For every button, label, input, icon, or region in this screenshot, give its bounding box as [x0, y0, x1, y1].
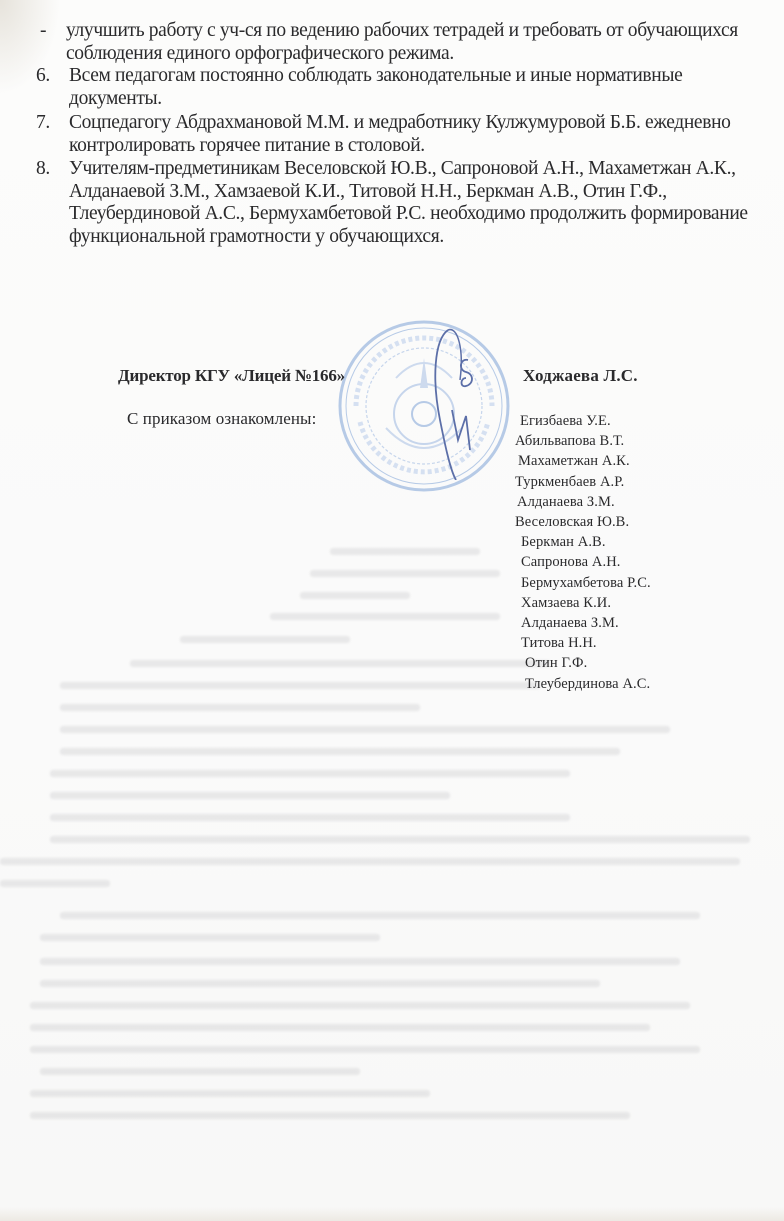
list-item-7 — [36, 112, 766, 157]
director-name: Ходжаева Л.С. — [523, 366, 638, 385]
acknowledged-name: Туркменбаев А.Р. — [515, 473, 625, 490]
list-item-text: Соцпедагогу Абдрахмановой М.М. и медработнику Кулжумуровой Б.Б. ежедневно контролировать горячее питание в столовой. — [69, 112, 731, 156]
acknowledged-name: Беркман А.В. — [521, 534, 606, 551]
page-bottom-edge — [0, 1207, 784, 1221]
list-item-text: Всем педагогам постоянно соблюдать законодательные и иные нормативные документы. — [69, 65, 683, 109]
list-item-text: Учителям-предметиникам Веселовской Ю.В., Сапроновой А.Н., Махаметжан А.К., Алданаевой З.М., Хамзаевой К.И., Титовой Н.Н., Беркман А.В., Отин Г.Ф., Тлеубердиновой А.С., Бермухамбетовой Р.С. необходимо продолжить формирование функциональной грамотности у обучающихся. — [69, 158, 748, 247]
handwritten-signature-icon — [430, 320, 490, 480]
acknowledged-name: Абильвапова В.Т. — [515, 433, 625, 450]
acknowledged-name: Хамзаева К.И. — [521, 594, 612, 611]
acknowledged-name: Веселовская Ю.В. — [515, 514, 630, 531]
acknowledged-label: С приказом ознакомлены: — [127, 409, 317, 428]
director-title: Директор КГУ «Лицей №166» — [118, 366, 345, 385]
bleed-through-text — [0, 540, 784, 1180]
acknowledged-name: Махаметжан А.К. — [518, 453, 630, 470]
acknowledged-name: Алданаева З.М. — [517, 493, 615, 510]
list-item-6 — [36, 65, 766, 110]
acknowledged-name: Сапронова А.Н. — [521, 554, 621, 571]
acknowledged-name: Отин Г.Ф. — [525, 655, 588, 672]
list-marker: 8. — [36, 158, 50, 179]
list-marker: - — [40, 20, 47, 41]
list-item-dash — [36, 20, 766, 65]
list-marker: 6. — [36, 65, 50, 86]
acknowledged-name: Бермухамбетова Р.С. — [521, 574, 651, 591]
list-marker: 7. — [36, 112, 50, 133]
acknowledged-name: Титова Н.Н. — [521, 635, 597, 652]
acknowledged-name: Тлеубердинова А.С. — [525, 675, 651, 692]
list-item-8 — [36, 158, 766, 248]
list-item-text: улучшить работу с уч-ся по ведению рабочих тетрадей и требовать от обучающихся соблюдения единого орфографического режима. — [66, 20, 738, 64]
acknowledged-names-list — [513, 411, 651, 694]
acknowledged-name: Егизбаева У.Е. — [520, 413, 611, 429]
acknowledged-name: Алданаева З.М. — [521, 615, 619, 632]
